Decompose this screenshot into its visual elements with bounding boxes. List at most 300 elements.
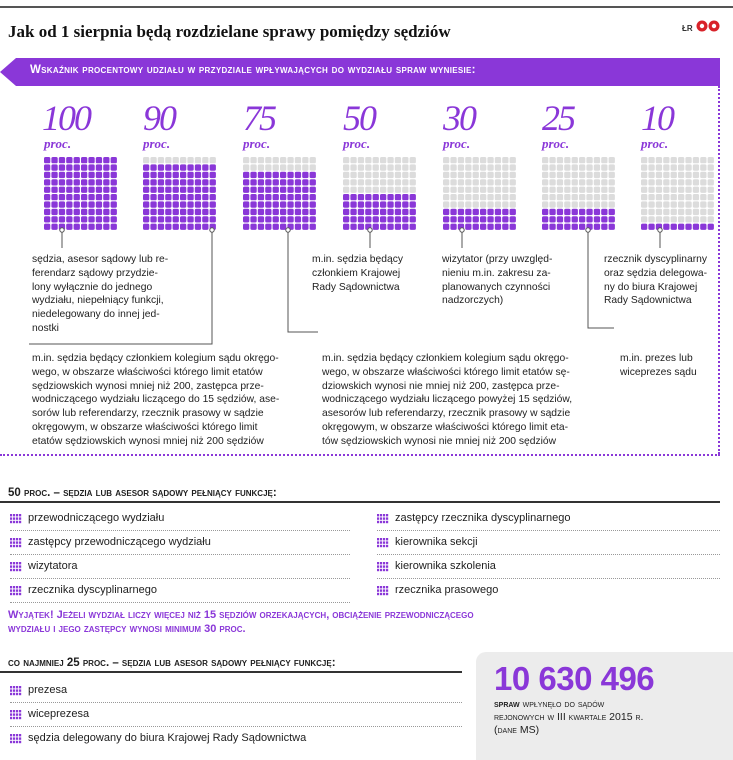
waffle-cell: [678, 164, 684, 170]
waffle-cell: [143, 209, 149, 215]
waffle-cell: [88, 187, 94, 193]
grid-bullet-icon: [377, 538, 389, 548]
waffle-cell: [258, 216, 264, 222]
waffle-cell: [443, 179, 449, 185]
stat-number: 10 630 496: [494, 660, 655, 697]
waffle-cell: [280, 224, 286, 230]
waffle-cell: [693, 164, 699, 170]
waffle-cell: [202, 201, 208, 207]
waffle-cell: [473, 216, 479, 222]
waffle-cell: [641, 201, 647, 207]
waffle-cell: [243, 224, 249, 230]
waffle-cell: [310, 164, 316, 170]
waffle-cell: [601, 209, 607, 215]
waffle-cell: [310, 157, 316, 163]
waffle-cell: [380, 209, 386, 215]
waffle-cell: [450, 157, 456, 163]
waffle-cell: [280, 172, 286, 178]
waffle-cell: [450, 194, 456, 200]
waffle-cell: [111, 216, 117, 222]
pct-unit-10: proc.: [641, 136, 669, 151]
grid-bullet-icon: [377, 514, 389, 524]
waffle-cell: [373, 209, 379, 215]
waffle-cell: [165, 157, 171, 163]
waffle-cell: [343, 201, 349, 207]
waffle-cell: [586, 187, 592, 193]
pct-label-10: 10: [641, 98, 673, 138]
waffle-cell: [487, 157, 493, 163]
waffle-cell: [243, 187, 249, 193]
waffle-cell: [395, 172, 401, 178]
waffle-cell: [579, 209, 585, 215]
waffle-cell: [579, 157, 585, 163]
waffle-cell: [343, 224, 349, 230]
waffle-cell: [671, 209, 677, 215]
waffle-cell: [51, 157, 57, 163]
waffle-cell: [44, 172, 50, 178]
waffle-cell: [180, 194, 186, 200]
waffle-cell: [358, 209, 364, 215]
waffle-cell: [465, 164, 471, 170]
waffle-cell: [143, 194, 149, 200]
waffle-cell: [243, 201, 249, 207]
waffle-cell: [358, 172, 364, 178]
waffle-cell: [210, 172, 216, 178]
waffle-cell: [495, 209, 501, 215]
waffle-cell: [81, 216, 87, 222]
grid-bullet-icon: [10, 686, 22, 696]
waffle-cell: [648, 216, 654, 222]
waffle-cell: [202, 172, 208, 178]
waffle-cell: [265, 164, 271, 170]
waffle-cell: [187, 216, 193, 222]
waffle-cell: [641, 224, 647, 230]
waffle-cell: [81, 224, 87, 230]
waffle-cell: [557, 224, 563, 230]
waffle-cell: [402, 209, 408, 215]
waffle-cell: [410, 164, 416, 170]
waffle-cell: [480, 157, 486, 163]
waffle-cell: [465, 201, 471, 207]
waffle-cell: [473, 194, 479, 200]
waffle-cell: [458, 194, 464, 200]
waffle-cell: [402, 157, 408, 163]
waffle-cell: [195, 157, 201, 163]
waffle-cell: [487, 216, 493, 222]
waffle-cell: [44, 224, 50, 230]
waffle-cell: [44, 216, 50, 222]
waffle-cell: [287, 157, 293, 163]
list-item: rzecznika prasowego: [377, 581, 720, 603]
waffle-cell: [700, 224, 706, 230]
waffle-cell: [143, 179, 149, 185]
waffle-cell: [594, 164, 600, 170]
waffle-cell: [165, 187, 171, 193]
waffle-cell: [395, 157, 401, 163]
waffle-cell: [609, 216, 615, 222]
waffle-cell: [671, 172, 677, 178]
waffle-cell: [365, 164, 371, 170]
waffle-cell: [450, 216, 456, 222]
waffle-cell: [250, 216, 256, 222]
waffle-cell: [402, 194, 408, 200]
waffle-cell: [103, 194, 109, 200]
connector-10-dot: [658, 228, 662, 232]
waffle-cell: [502, 172, 508, 178]
waffle-cell: [111, 201, 117, 207]
waffle-cell: [143, 164, 149, 170]
waffle-cell: [158, 179, 164, 185]
waffle-cell: [387, 179, 393, 185]
waffle-cell: [700, 172, 706, 178]
waffle-cell: [465, 172, 471, 178]
waffle-cell: [387, 201, 393, 207]
waffle-cell: [202, 216, 208, 222]
waffle-cell: [74, 201, 80, 207]
waffle-cell: [143, 216, 149, 222]
waffle-cell: [708, 187, 714, 193]
waffle-cell: [265, 157, 271, 163]
waffle-cell: [678, 172, 684, 178]
waffle-cell: [143, 187, 149, 193]
pct-unit-25: proc.: [542, 136, 570, 151]
banner-text: Wskaźnik procentowy udziału w przydziale wpływających do wydziału spraw wyniesie:: [30, 64, 476, 76]
stat-caption: [494, 698, 643, 737]
waffle-cell: [450, 209, 456, 215]
waffle-cell: [88, 216, 94, 222]
waffle-cell: [310, 172, 316, 178]
waffle-cell: [250, 157, 256, 163]
waffle-cell: [195, 164, 201, 170]
waffle-cell: [700, 187, 706, 193]
waffle-cell: [700, 164, 706, 170]
waffle-cell: [685, 157, 691, 163]
waffle-cell: [150, 224, 156, 230]
waffle-cell: [557, 209, 563, 215]
waffle-cell: [693, 209, 699, 215]
waffle-cell: [287, 209, 293, 215]
waffle-cell: [265, 172, 271, 178]
waffle-cell: [74, 179, 80, 185]
waffle-cell: [59, 201, 65, 207]
waffle-cell: [564, 164, 570, 170]
waffle-cell: [495, 164, 501, 170]
waffle-cell: [708, 216, 714, 222]
waffle-cell: [586, 179, 592, 185]
waffle-cell: [280, 157, 286, 163]
waffle-cell: [88, 201, 94, 207]
waffle-cell: [365, 224, 371, 230]
waffle-cell: [210, 201, 216, 207]
waffle-cell: [187, 164, 193, 170]
desc-25: m.in. prezes lub wiceprezes sądu: [620, 353, 697, 378]
waffle-cell: [51, 187, 57, 193]
waffle-cell: [165, 209, 171, 215]
waffle-cell: [74, 209, 80, 215]
grid-bullet-icon: [10, 734, 22, 744]
waffle-cell: [510, 179, 516, 185]
waffle-cell: [609, 194, 615, 200]
waffle-cell: [66, 216, 72, 222]
waffle-cell: [74, 187, 80, 193]
waffle-cell: [280, 201, 286, 207]
waffle-cell: [210, 187, 216, 193]
waffle-cell: [557, 194, 563, 200]
waffle-cell: [180, 157, 186, 163]
waffle-cell: [103, 224, 109, 230]
waffle-cell: [450, 187, 456, 193]
waffle-cell: [59, 164, 65, 170]
waffle-cell: [143, 157, 149, 163]
waffle-cell: [173, 172, 179, 178]
waffle-cell: [641, 187, 647, 193]
waffle-cell: [195, 194, 201, 200]
waffle-cell: [502, 157, 508, 163]
waffle-cell: [180, 164, 186, 170]
waffle-cell: [594, 209, 600, 215]
exception-note: Wyjątek! Jeżeli wydział liczy więcej niż 15 sędziów orzekających, obciążenie przewodniczącego wydziału i jego zastępcy wynosi minimum 30 proc.: [8, 609, 474, 635]
waffle-cell: [480, 201, 486, 207]
waffle-cell: [609, 201, 615, 207]
waffle-cell: [103, 179, 109, 185]
waffle-cell: [280, 216, 286, 222]
waffle-cell: [59, 209, 65, 215]
waffle-cell: [243, 179, 249, 185]
waffle-cell: [685, 216, 691, 222]
waffle-cell: [402, 164, 408, 170]
waffle-cell: [656, 216, 662, 222]
waffle-cell: [572, 216, 578, 222]
waffle-cell: [243, 194, 249, 200]
waffle-cell: [700, 216, 706, 222]
waffle-cell: [202, 157, 208, 163]
waffle-cell: [594, 201, 600, 207]
waffle-cell: [502, 194, 508, 200]
waffle-cell: [310, 209, 316, 215]
waffle-cell: [295, 187, 301, 193]
waffle-cell: [365, 194, 371, 200]
waffle-cell: [81, 201, 87, 207]
waffle-cell: [343, 194, 349, 200]
waffle-cell: [594, 216, 600, 222]
waffle-cell: [450, 172, 456, 178]
waffle-cell: [302, 187, 308, 193]
waffle-cell: [51, 216, 57, 222]
waffle-cell: [287, 216, 293, 222]
top-rule: [0, 6, 733, 8]
waffle-cell: [572, 187, 578, 193]
waffle-cell: [656, 194, 662, 200]
list-item: rzecznika dyscyplinarnego: [10, 581, 350, 603]
waffle-cell: [111, 209, 117, 215]
waffle-cell: [685, 224, 691, 230]
pct-label-75: 75: [243, 98, 275, 138]
waffle-cell: [458, 172, 464, 178]
waffle-cell: [180, 172, 186, 178]
waffle-cell: [700, 157, 706, 163]
waffle-cell: [373, 157, 379, 163]
waffle-cell: [158, 172, 164, 178]
waffle-cell: [111, 164, 117, 170]
waffle-cell: [165, 201, 171, 207]
waffle-cell: [594, 224, 600, 230]
waffle-cell: [458, 179, 464, 185]
waffle-cell: [700, 194, 706, 200]
waffle-cell: [443, 194, 449, 200]
waffle-cell: [572, 157, 578, 163]
waffle-cell: [510, 194, 516, 200]
waffle-cell: [74, 216, 80, 222]
waffle-cell: [487, 172, 493, 178]
waffle-cell: [443, 209, 449, 215]
waffle-cell: [480, 224, 486, 230]
waffle-cell: [59, 187, 65, 193]
desc-90: m.in. sędzia będący członkiem kolegium sądu okręgo- wego, w obszarze właściwości którego limit etatów sędziowskich wynosi mniej niż 200, zastępca prze- wodniczącego wydziału liczącego do 15 sędziów, ase- sorów lub referendarzy, rzecznik prasowy w sądzie okręgowym, w obszarze właściwości którego limit etatów sędziowskich wynosi mniej niż 200 sędziów: [32, 353, 280, 447]
waffle-cell: [96, 224, 102, 230]
waffle-cell: [557, 216, 563, 222]
waffle-cell: [685, 164, 691, 170]
waffle-cell: [44, 194, 50, 200]
pct-label-25: 25: [542, 98, 574, 138]
waffle-cell: [88, 164, 94, 170]
waffle-cell: [549, 216, 555, 222]
waffle-cell: [579, 216, 585, 222]
waffle-cell: [373, 179, 379, 185]
waffle-cell: [564, 201, 570, 207]
waffle-cell: [395, 201, 401, 207]
waffle-cell: [557, 157, 563, 163]
waffle-cell: [685, 194, 691, 200]
waffle-cell: [350, 164, 356, 170]
waffle-cell: [648, 179, 654, 185]
waffle-cell: [180, 179, 186, 185]
waffle-cell: [310, 216, 316, 222]
waffle-cell: [465, 157, 471, 163]
waffle-cell: [158, 216, 164, 222]
waffle-cell: [295, 224, 301, 230]
waffle-cell: [557, 187, 563, 193]
waffle-cell: [641, 216, 647, 222]
waffle-cell: [358, 224, 364, 230]
waffle-cell: [103, 209, 109, 215]
waffle-cell: [350, 157, 356, 163]
waffle-cell: [96, 194, 102, 200]
waffle-cell: [103, 157, 109, 163]
waffle-cell: [150, 157, 156, 163]
waffle-cell: [210, 209, 216, 215]
waffle-grid-100: [44, 157, 117, 230]
waffle-cell: [380, 179, 386, 185]
waffle-cell: [402, 187, 408, 193]
waffle-cell: [663, 157, 669, 163]
waffle-cell: [180, 209, 186, 215]
waffle-cell: [59, 224, 65, 230]
waffle-cell: [502, 224, 508, 230]
waffle-cell: [258, 172, 264, 178]
waffle-cell: [195, 179, 201, 185]
waffle-cell: [250, 187, 256, 193]
waffle-cell: [465, 187, 471, 193]
waffle-cell: [143, 201, 149, 207]
waffle-grid-50: [343, 157, 416, 230]
waffle-cell: [96, 172, 102, 178]
waffle-cell: [641, 164, 647, 170]
waffle-cell: [579, 201, 585, 207]
waffle-cell: [542, 201, 548, 207]
waffle-cell: [641, 194, 647, 200]
waffle-cell: [663, 194, 669, 200]
waffle-cell: [678, 179, 684, 185]
waffle-cell: [387, 194, 393, 200]
waffle-cell: [74, 172, 80, 178]
waffle-cell: [480, 216, 486, 222]
list-item: zastępcy rzecznika dyscyplinarnego: [377, 509, 720, 531]
waffle-cell: [395, 216, 401, 222]
waffle-cell: [678, 209, 684, 215]
waffle-cell: [187, 157, 193, 163]
waffle-cell: [96, 157, 102, 163]
waffle-cell: [480, 172, 486, 178]
waffle-cell: [44, 209, 50, 215]
waffle-cell: [601, 172, 607, 178]
waffle-cell: [663, 172, 669, 178]
waffle-cell: [395, 164, 401, 170]
connector-25-dot: [586, 228, 590, 232]
waffle-cell: [180, 187, 186, 193]
waffle-cell: [365, 187, 371, 193]
waffle-cell: [350, 172, 356, 178]
waffle-cell: [450, 179, 456, 185]
waffle-cell: [111, 187, 117, 193]
waffle-cell: [111, 179, 117, 185]
waffle-cell: [656, 224, 662, 230]
waffle-cell: [243, 172, 249, 178]
waffle-cell: [258, 164, 264, 170]
waffle-cell: [173, 179, 179, 185]
list-item: kierownika sekcji: [377, 533, 720, 555]
waffle-cell: [66, 157, 72, 163]
grid-bullet-icon: [10, 710, 22, 720]
pct-unit-50: proc.: [343, 136, 371, 151]
connector-90-dot: [210, 228, 214, 232]
waffle-cell: [678, 201, 684, 207]
waffle-cell: [564, 187, 570, 193]
waffle-cell: [609, 209, 615, 215]
waffle-grid-90: [143, 157, 216, 230]
waffle-cell: [88, 157, 94, 163]
connector-100-dot: [60, 228, 64, 232]
waffle-cell: [373, 172, 379, 178]
waffle-cell: [59, 157, 65, 163]
waffle-cell: [295, 172, 301, 178]
waffle-cell: [280, 187, 286, 193]
waffle-cell: [572, 194, 578, 200]
waffle-cell: [202, 179, 208, 185]
waffle-cell: [103, 172, 109, 178]
waffle-cell: [579, 194, 585, 200]
waffle-cell: [402, 216, 408, 222]
waffle-cell: [678, 187, 684, 193]
waffle-cell: [302, 164, 308, 170]
waffle-cell: [96, 209, 102, 215]
waffle-cell: [96, 179, 102, 185]
waffle-cell: [564, 157, 570, 163]
waffle-cell: [542, 194, 548, 200]
waffle-cell: [609, 164, 615, 170]
waffle-cell: [173, 194, 179, 200]
grid-bullet-icon: [377, 586, 389, 596]
waffle-cell: [700, 201, 706, 207]
